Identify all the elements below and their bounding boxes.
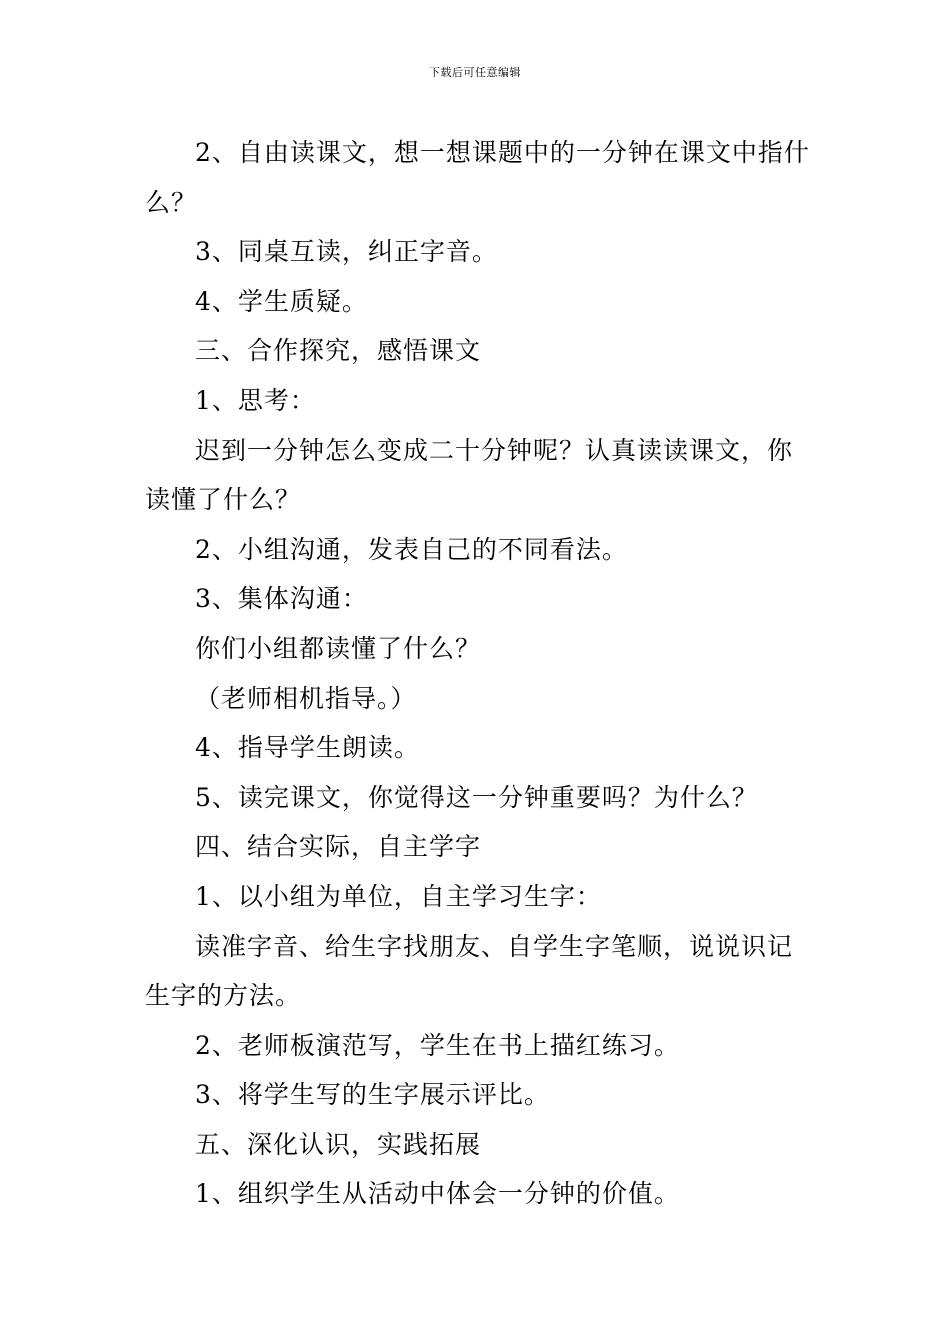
paragraph: 2、老师板演范写，学生在书上描红练习。 [195, 1030, 680, 1060]
paragraph: 3、集体沟通： [195, 584, 368, 614]
paragraph: 1、思考： [195, 385, 316, 415]
page-header: 下载后可任意编辑 [429, 66, 521, 79]
section-heading: 三、合作探究，感悟课文 [195, 336, 482, 366]
paragraph: 你们小组都读懂了什么？ [195, 633, 482, 663]
paragraph: 3、同桌互读，纠正字音。 [195, 237, 498, 267]
paragraph: 5、读完课文，你觉得这一分钟重要吗？为什么？ [195, 782, 758, 812]
paragraph: 3、将学生写的生字展示评比。 [195, 1080, 550, 1110]
paragraph: （老师相机指导。） [195, 683, 417, 713]
paragraph: 1、组织学生从活动中体会一分钟的价值。 [195, 1179, 680, 1209]
section-heading: 四、结合实际，自主学字 [195, 832, 482, 862]
document-body [145, 128, 810, 1219]
paragraph: 2、自由读课文，想一想课题中的一分钟在课文中指什么？ [145, 138, 810, 217]
paragraph: 4、指导学生朗读。 [195, 733, 420, 763]
section-heading: 五、深化认识，实践拓展 [195, 1129, 482, 1159]
paragraph: 1、以小组为单位，自主学习生字： [195, 881, 602, 911]
paragraph: 读准字音、给生字找朋友、自学生字笔顺，说说识记生字的方法。 [145, 931, 794, 1011]
paragraph: 2、小组沟通，发表自己的不同看法。 [195, 534, 628, 564]
paragraph: 4、学生质疑。 [195, 286, 368, 316]
paragraph: 迟到一分钟怎么变成二十分钟呢？认真读读课文，你读懂了什么？ [145, 435, 794, 515]
